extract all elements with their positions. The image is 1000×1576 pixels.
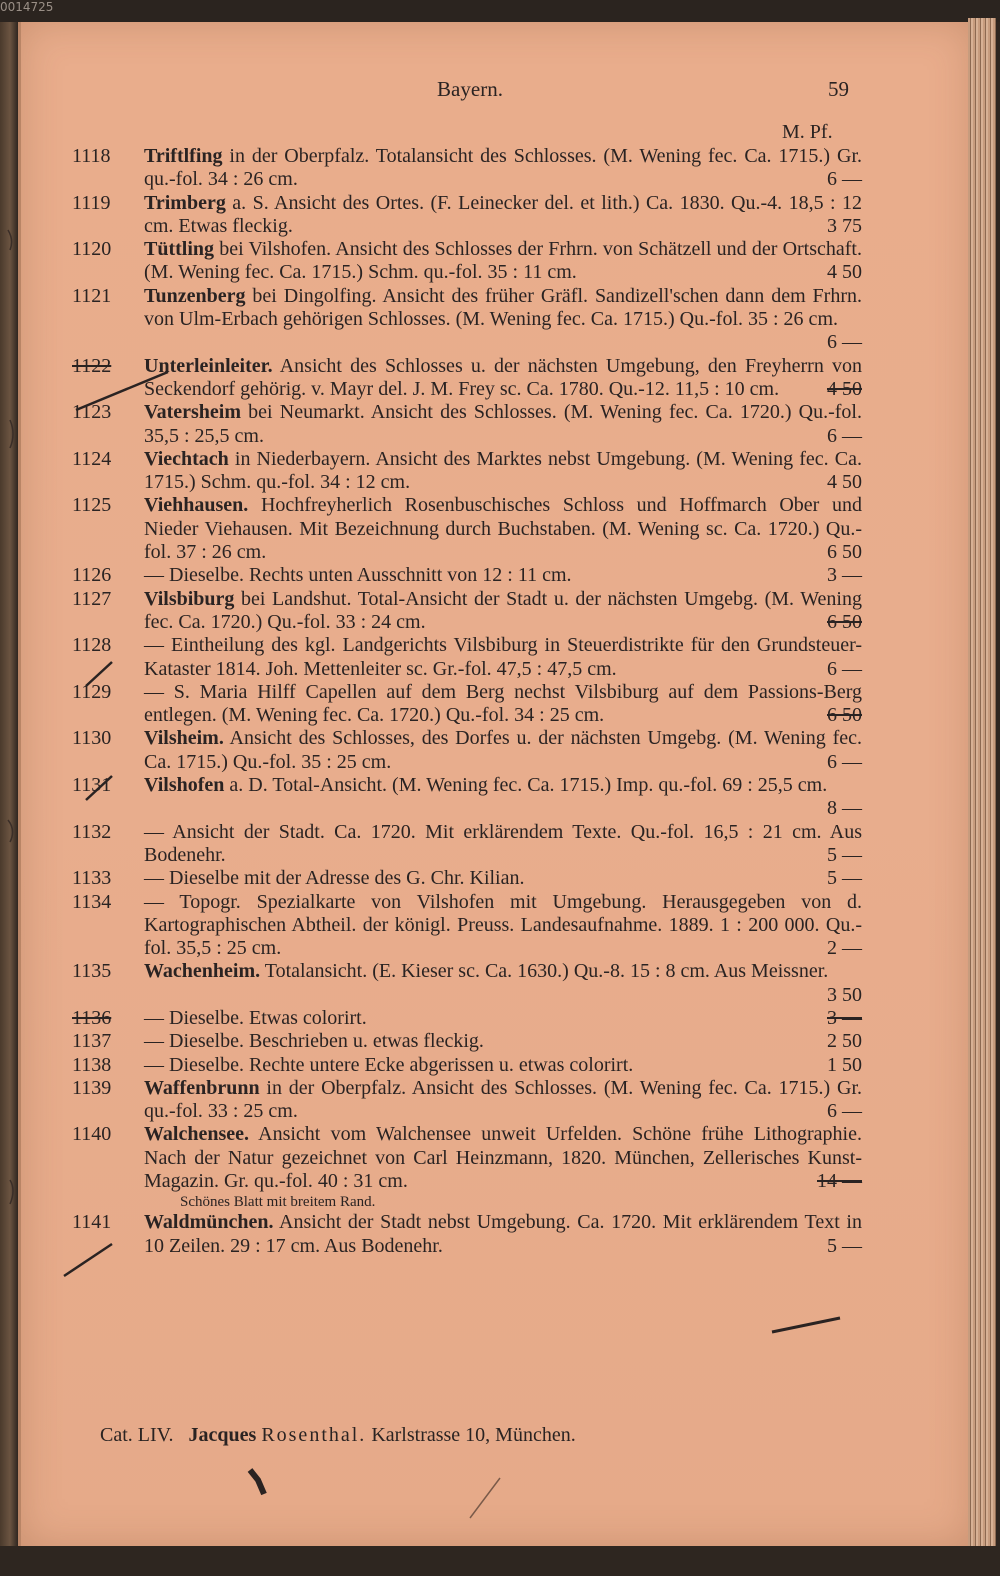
entry-text: Totalansicht. (E. Kieser sc. Ca. 1630.) Qu.-8. 15 : 8 cm. Aus Meissner. xyxy=(260,960,829,983)
entry-price: 3 — xyxy=(827,564,862,587)
catalog-entry xyxy=(72,867,862,890)
top-strip xyxy=(0,0,1000,22)
entry-keyword: Viehhausen. xyxy=(144,494,249,517)
entry-keyword: Waffenbrunn xyxy=(144,1076,260,1099)
currency-header: M. Pf. xyxy=(782,121,833,143)
entry-price: 4 50 xyxy=(827,377,862,400)
entry-price: 6 — xyxy=(827,331,862,354)
page-number: 59 xyxy=(828,77,849,101)
entry-body xyxy=(144,634,862,681)
entry-number: 1132 xyxy=(72,820,112,843)
entry-body xyxy=(144,727,862,774)
entry-note: Schönes Blatt mit breitem Rand. xyxy=(180,1194,376,1211)
entry-price: 3 75 xyxy=(827,214,862,237)
entry-number: 1127 xyxy=(72,587,112,610)
entry-text: — S. Maria Hilff Capellen auf dem Berg nechst Vilsbiburg auf dem Passions-Berg entlegen. (M. Wening fec. Ca. 1720.) Qu.-fol. 34 : 25 cm. xyxy=(144,680,862,727)
entry-price: 6 50 xyxy=(827,610,862,633)
entry-number: 1125 xyxy=(72,494,112,517)
footer-firm: Jacques xyxy=(188,1424,257,1446)
catalog-entry xyxy=(72,401,862,448)
entry-body xyxy=(144,960,862,1007)
entry-keyword: Trimberg xyxy=(144,191,226,214)
entry-body xyxy=(144,1007,862,1030)
entry-number: 1141 xyxy=(72,1211,112,1234)
entry-body xyxy=(144,1054,862,1077)
catalog-entry xyxy=(72,727,862,774)
entry-keyword: Triftlfing xyxy=(144,145,223,167)
entry-number: 1131 xyxy=(72,774,112,797)
entry-body xyxy=(144,1077,862,1124)
catalog-entry xyxy=(72,448,862,495)
catalog-entry xyxy=(72,145,862,192)
entry-price: 5 — xyxy=(827,867,862,890)
entry-body xyxy=(144,564,862,587)
catalog-entry xyxy=(72,774,862,821)
entry-keyword: Vilshofen xyxy=(144,774,225,797)
entry-keyword: Tunzenberg xyxy=(144,284,246,307)
catalog-entry xyxy=(72,192,862,239)
entry-text: — Dieselbe. Etwas colorirt. xyxy=(144,1006,367,1029)
entry-body xyxy=(144,494,862,564)
catalog-entry xyxy=(72,1054,862,1077)
page-footer xyxy=(100,1424,576,1447)
entry-body xyxy=(144,1211,862,1258)
entry-price: 6 50 xyxy=(827,541,862,564)
entry-text: Ansicht des Schlosses, des Dorfes u. der nächsten Umgebg. (M. Wening fec. Ca. 1715.) Qu.-fol. 35 : 25 cm. xyxy=(144,727,862,773)
catalog-entry xyxy=(72,681,862,728)
entry-body xyxy=(144,285,862,355)
entry-keyword: Walchensee. xyxy=(144,1123,249,1146)
entry-body xyxy=(144,774,862,821)
entry-price: 14 — xyxy=(817,1170,862,1193)
entry-number: 1138 xyxy=(72,1053,112,1076)
page-edge xyxy=(968,18,996,1558)
entry-number: 1121 xyxy=(72,284,112,307)
entry-keyword: Viechtach xyxy=(144,447,229,470)
entry-number: 1123 xyxy=(72,401,112,424)
entry-text: — Dieselbe mit der Adresse des G. Chr. Kilian. xyxy=(144,867,525,890)
entry-price: 6 — xyxy=(827,657,862,680)
entry-price: 6 — xyxy=(827,750,862,773)
entry-text: — Topogr. Spezialkarte von Vilshofen mit Umgebung. Herausgegeben von d. Kartographischen Abtheil. der königl. Preuss. Landesaufnahme. 1889. 1 : 200 000. Qu.-fol. 35,5 : 25 cm. xyxy=(144,890,862,960)
entry-body xyxy=(144,355,862,402)
entry-keyword: Wachenheim. xyxy=(144,960,261,983)
entry-price: 4 50 xyxy=(827,471,862,494)
catalog-entry xyxy=(72,1211,862,1258)
entry-price: 8 — xyxy=(827,797,862,820)
entry-number: 1122 xyxy=(72,354,112,377)
entry-number: 1139 xyxy=(72,1076,112,1099)
entry-body xyxy=(144,145,862,192)
catalog-entry xyxy=(72,960,862,1007)
entry-text: bei Landshut. Total-Ansicht der Stadt u. der nächsten Umgebg. (M. Wening fec. Ca. 1720.) Qu.-fol. 33 : 24 cm. xyxy=(144,587,862,633)
entry-text: Ansicht vom Walchensee unweit Urfelden. Schöne frühe Lithographie. Nach der Natur gezeichnet von Carl Heinzmann, 1820. München, Zellerisches Kunst-Magazin. Gr. qu.-fol. 40 : 31 cm. xyxy=(144,1123,862,1193)
catalog-entry xyxy=(72,285,862,355)
catalog-entry xyxy=(72,564,862,587)
entry-text: in Niederbayern. Ansicht des Marktes nebst Umgebung. (M. Wening fec. Ca. 1715.) Schm. qu.-fol. 34 : 12 cm. xyxy=(144,447,862,494)
entry-number: 1130 xyxy=(72,727,112,750)
entry-number: 1120 xyxy=(72,238,112,261)
entry-keyword: Vilsheim. xyxy=(144,727,224,750)
entry-keyword: Tüttling xyxy=(144,238,215,261)
entry-keyword: Waldmünchen. xyxy=(144,1211,274,1234)
catalog-entry xyxy=(72,1077,862,1124)
entry-number: 1124 xyxy=(72,447,112,470)
entry-price: 6 — xyxy=(827,424,862,447)
entry-price: 3 — xyxy=(827,1006,862,1029)
entry-price: 6 50 xyxy=(827,704,862,727)
footer-name: Rosenthal. xyxy=(261,1424,367,1446)
entry-body xyxy=(144,681,862,728)
entry-text: in der Oberpfalz. Ansicht des Schlosses. (M. Wening fec. Ca. 1715.) Gr. qu.-fol. 33 : 25 cm. xyxy=(144,1076,862,1123)
entry-price: 4 50 xyxy=(827,261,862,284)
entry-body xyxy=(144,588,862,635)
entry-text: — Ansicht der Stadt. Ca. 1720. Mit erklärendem Texte. Qu.-fol. 16,5 : 21 cm. Aus Bodenehr. xyxy=(144,820,862,866)
entry-price: 6 — xyxy=(827,168,862,191)
catalog-entry xyxy=(72,1007,862,1030)
bottom-strip xyxy=(0,1546,1000,1576)
top-strip-text: 0014725 xyxy=(0,0,54,14)
entry-number: 1126 xyxy=(72,564,112,587)
entry-text: bei Vilshofen. Ansicht des Schlosses der Frhrn. von Schätzell und der Ortschaft. (M. Wening fec. Ca. 1715.) Schm. qu.-fol. 35 : 11 cm. xyxy=(144,238,862,284)
entry-number: 1137 xyxy=(72,1030,112,1053)
entry-number: 1135 xyxy=(72,960,112,983)
entry-price: 5 — xyxy=(827,843,862,866)
footer-address: Karlstrasse 10, München. xyxy=(371,1424,576,1446)
entry-body xyxy=(144,238,862,285)
entry-text: — Dieselbe. Rechts unten Ausschnitt von 12 : 11 cm. xyxy=(144,564,572,587)
entry-price: 2 50 xyxy=(827,1030,862,1053)
entry-keyword: Vatersheim xyxy=(144,401,242,424)
entry-body xyxy=(144,448,862,495)
entry-number: 1118 xyxy=(72,145,111,167)
entry-number: 1119 xyxy=(72,191,111,214)
catalog-entry xyxy=(72,1123,862,1211)
entry-text: — Dieselbe. Rechte untere Ecke abgerissen u. etwas colorirt. xyxy=(144,1053,634,1076)
catalog-entry xyxy=(72,588,862,635)
entry-text: bei Neumarkt. Ansicht des Schlosses. (M. Wening fec. Ca. 1720.) Qu.-fol. 35,5 : 25,5 cm. xyxy=(144,401,862,447)
entry-body xyxy=(144,867,862,890)
catalog-entry xyxy=(72,891,862,961)
entry-text: Ansicht des Schlosses u. der nächsten Umgebung, den Freyherrn von Seckendorf gehörig. v. Mayr del. J. M. Frey sc. Ca. 1780. Qu.-12. 11,5 : 10 cm. xyxy=(144,354,862,400)
footer-catalog: Cat. LIV. xyxy=(100,1424,174,1446)
catalog-entry xyxy=(72,494,862,564)
entry-keyword: Vilsbiburg xyxy=(144,587,235,610)
entry-body xyxy=(144,821,862,868)
entry-price: 1 50 xyxy=(827,1053,862,1076)
entry-body xyxy=(144,401,862,448)
page-title: Bayern. xyxy=(437,77,503,101)
entry-body xyxy=(144,891,862,961)
entry-body xyxy=(144,1030,862,1053)
entry-text: Ansicht der Stadt nebst Umgebung. Ca. 1720. Mit erklärendem Text in 10 Zeilen. 29 : 17 cm. Aus Bodenehr. xyxy=(144,1211,862,1257)
entry-price: 5 — xyxy=(827,1234,862,1257)
catalog-entry xyxy=(72,355,862,402)
entry-text: bei Dingolfing. Ansicht des früher Gräfl. Sandizell'schen dann dem Frhrn. von Ulm-Erbach gehörigen Schlosses. (M. Wening fec. Ca. 1715.) Qu.-fol. 35 : 26 cm. xyxy=(144,284,862,331)
catalog-entry xyxy=(72,1030,862,1053)
entry-text: in der Oberpfalz. Totalansicht des Schlosses. (M. Wening fec. Ca. 1715.) Gr. qu.-fol. 34 : 26 cm. xyxy=(144,145,862,191)
entry-text: a. S. Ansicht des Ortes. (F. Leinecker del. et lith.) Ca. 1830. Qu.-4. 18,5 : 12 cm. Etwas fleckig. xyxy=(144,191,862,237)
entry-price: 6 — xyxy=(827,1100,862,1123)
entry-number: 1133 xyxy=(72,867,112,890)
entry-body xyxy=(144,192,862,239)
entry-number: 1129 xyxy=(72,680,112,703)
entry-number: 1134 xyxy=(72,890,112,913)
entry-text: a. D. Total-Ansicht. (M. Wening fec. Ca. 1715.) Imp. qu.-fol. 69 : 25,5 cm. xyxy=(224,774,828,797)
catalog-entries xyxy=(72,145,862,1258)
entry-price: 3 50 xyxy=(827,983,862,1006)
catalog-entry xyxy=(72,238,862,285)
entry-number: 1136 xyxy=(72,1006,112,1029)
entry-keyword: Unterleinleiter. xyxy=(144,354,273,377)
entry-text: — Eintheilung des kgl. Landgerichts Vilsbiburg in Steuerdistrikte für den Grundsteuer-Kataster 1814. Joh. Mettenleiter sc. Gr.-fol. 47,5 : 47,5 cm. xyxy=(144,634,862,680)
catalog-entry xyxy=(72,821,862,868)
entry-number: 1128 xyxy=(72,634,112,657)
entry-text: — Dieselbe. Beschrieben u. etwas fleckig. xyxy=(144,1030,484,1053)
catalog-entry xyxy=(72,634,862,681)
entry-body xyxy=(144,1123,862,1211)
entry-text: Hochfreyherlich Rosenbuschisches Schloss und Hoffmarch Ober und Nieder Viehausen. Mit Bezeichnung durch Buchstaben. (M. Wening sc. Ca. 1720.) Qu.-fol. 37 : 26 cm. xyxy=(144,494,862,564)
entry-number: 1140 xyxy=(72,1123,112,1146)
entry-price: 2 — xyxy=(827,937,862,960)
